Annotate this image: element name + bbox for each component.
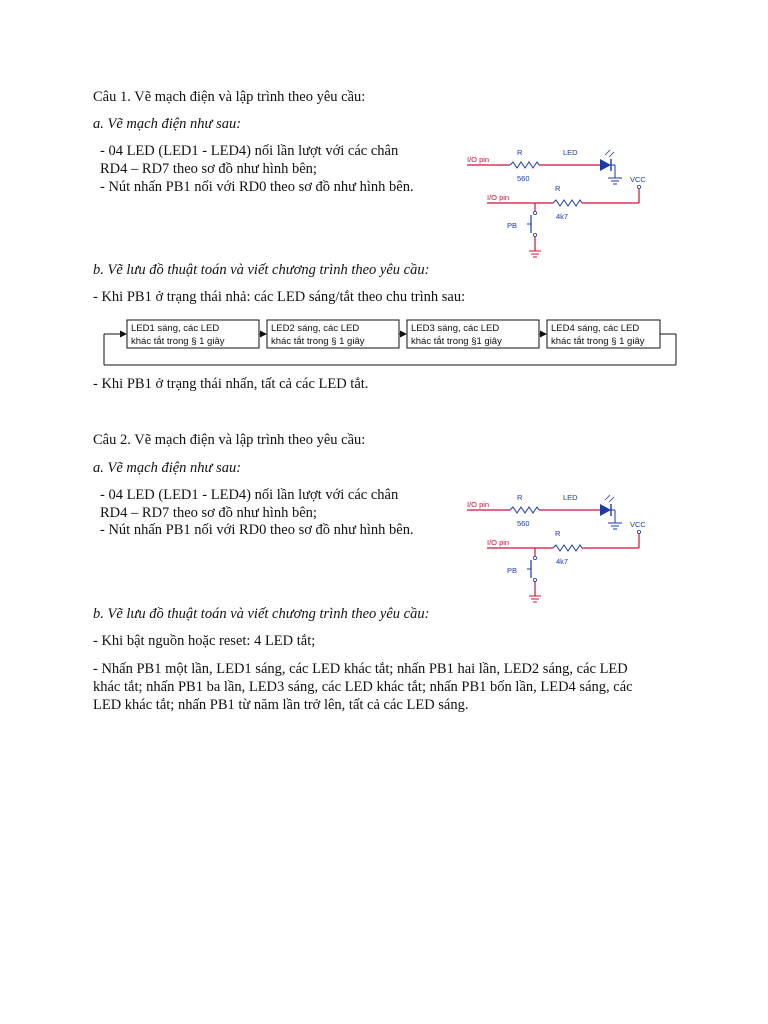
io-pin-label: I/O pin <box>467 155 490 164</box>
io-pin-label-3: I/O pin <box>467 500 490 509</box>
circuit-led-branch-2 <box>467 493 646 534</box>
r-label: R <box>517 148 523 157</box>
flow-box-3 <box>407 320 539 348</box>
q2-a-line-2: RD4 – RD7 theo sơ đồ như hình bên; <box>100 505 317 521</box>
flow-box-3-line1: LED3 sáng, các LED <box>411 323 500 334</box>
led-label-2: LED <box>563 493 578 502</box>
flow-box-2-line1: LED2 sáng, các LED <box>271 323 360 334</box>
flow-box-1-line1: LED1 sáng, các LED <box>131 323 220 334</box>
resistor-560-icon <box>510 162 539 168</box>
ground-icon-3 <box>608 523 622 529</box>
led-diode-icon-2 <box>600 495 614 516</box>
vcc-label-2: VCC <box>630 520 646 529</box>
q1-b-line-1: - Khi PB1 ở trạng thái nhả: các LED sáng/tắt theo chu trình sau: <box>93 289 466 305</box>
q1-a-line-2: RD4 – RD7 theo sơ đồ như hình bên; <box>100 161 317 177</box>
q1-part-b-heading: b. Vẽ lưu đồ thuật toán và viết chương trình theo yêu cầu: <box>93 262 430 278</box>
resistor-4k7-icon-2 <box>553 545 582 551</box>
q2-b-para-line-1: - Nhấn PB1 một lần, LED1 sáng, các LED khác tắt; nhấn PB1 hai lần, LED2 sáng, các LED <box>93 661 628 677</box>
q2-a-line-1: - 04 LED (LED1 - LED4) nối lần lượt với các chân <box>100 487 399 503</box>
ground-icon-2 <box>529 251 541 257</box>
flow-box-4 <box>547 320 660 348</box>
circuit-button-branch-2 <box>487 529 639 602</box>
circuit-diagram-2 <box>455 490 665 605</box>
r2-value: 4k7 <box>556 212 569 221</box>
q1-a-line-3: - Nút nhấn PB1 nối với RD0 theo sơ đồ như hình bên. <box>100 179 414 195</box>
flow-box-1 <box>127 320 259 348</box>
led-diode-icon <box>600 150 614 171</box>
q1-part-a-heading: a. Vẽ mạch điện như sau: <box>93 116 242 132</box>
push-button-icon-2 <box>527 556 537 581</box>
push-button-icon <box>527 211 537 236</box>
q2-part-b-heading: b. Vẽ lưu đồ thuật toán và viết chương trình theo yêu cầu: <box>93 606 430 622</box>
flow-box-2-line2: khác tắt trong § 1 giây <box>271 336 365 347</box>
led-label: LED <box>563 148 578 157</box>
q2-part-a-heading: a. Vẽ mạch điện như sau: <box>93 460 242 476</box>
resistor-560-icon-2 <box>510 507 539 513</box>
circuit-button-branch <box>487 184 639 257</box>
q2-b-para-line-3: LED khác tắt; nhấn PB1 từ năm lần trở lên, tất cả các LED sáng. <box>93 697 469 713</box>
q2-a-line-3: - Nút nhấn PB1 nối với RD0 theo sơ đồ như hình bên. <box>100 522 414 538</box>
q1-title: Câu 1. Vẽ mạch điện và lập trình theo yêu cầu: <box>93 89 366 105</box>
circuit-led-branch <box>467 148 646 189</box>
q1-a-line-1: - 04 LED (LED1 - LED4) nối lần lượt với các chân <box>100 143 399 159</box>
flow-box-4-line2: khác tắt trong § 1 giây <box>551 336 645 347</box>
r1-value-2: 560 <box>517 519 530 528</box>
r-label-3: R <box>517 493 523 502</box>
io-pin-label-4: I/O pin <box>487 538 510 547</box>
flow-box-2 <box>267 320 399 348</box>
vcc-label: VCC <box>630 175 646 184</box>
pb-label: PB <box>507 221 518 230</box>
pb-label-2: PB <box>507 566 518 575</box>
q2-b-line-1: - Khi bật nguồn hoặc reset: 4 LED tắt; <box>93 633 316 649</box>
ground-icon-4 <box>529 596 541 602</box>
r2-label-2: R <box>555 529 561 538</box>
q2-title: Câu 2. Vẽ mạch điện và lập trình theo yêu cầu: <box>93 432 366 448</box>
circuit-diagram-1 <box>455 145 665 260</box>
flow-box-3-line2: khác tắt trong §1 giây <box>411 336 502 347</box>
flow-box-4-line1: LED4 sáng, các LED <box>551 323 640 334</box>
r2-label: R <box>555 184 561 193</box>
flowchart-led-cycle <box>96 314 680 374</box>
flow-box-1-line2: khác tắt trong § 1 giây <box>131 336 225 347</box>
q1-b-line-2: - Khi PB1 ở trạng thái nhấn, tất cả các LED tắt. <box>93 376 369 392</box>
r2-value-2: 4k7 <box>556 557 569 566</box>
resistor-4k7-icon <box>553 200 582 206</box>
r1-value: 560 <box>517 174 530 183</box>
q2-b-para-line-2: khác tắt; nhấn PB1 ba lần, LED3 sáng, các LED khác tắt; nhấn PB1 bốn lần, LED4 sáng, các <box>93 679 633 695</box>
io-pin-label-2: I/O pin <box>487 193 510 202</box>
ground-icon <box>608 178 622 184</box>
